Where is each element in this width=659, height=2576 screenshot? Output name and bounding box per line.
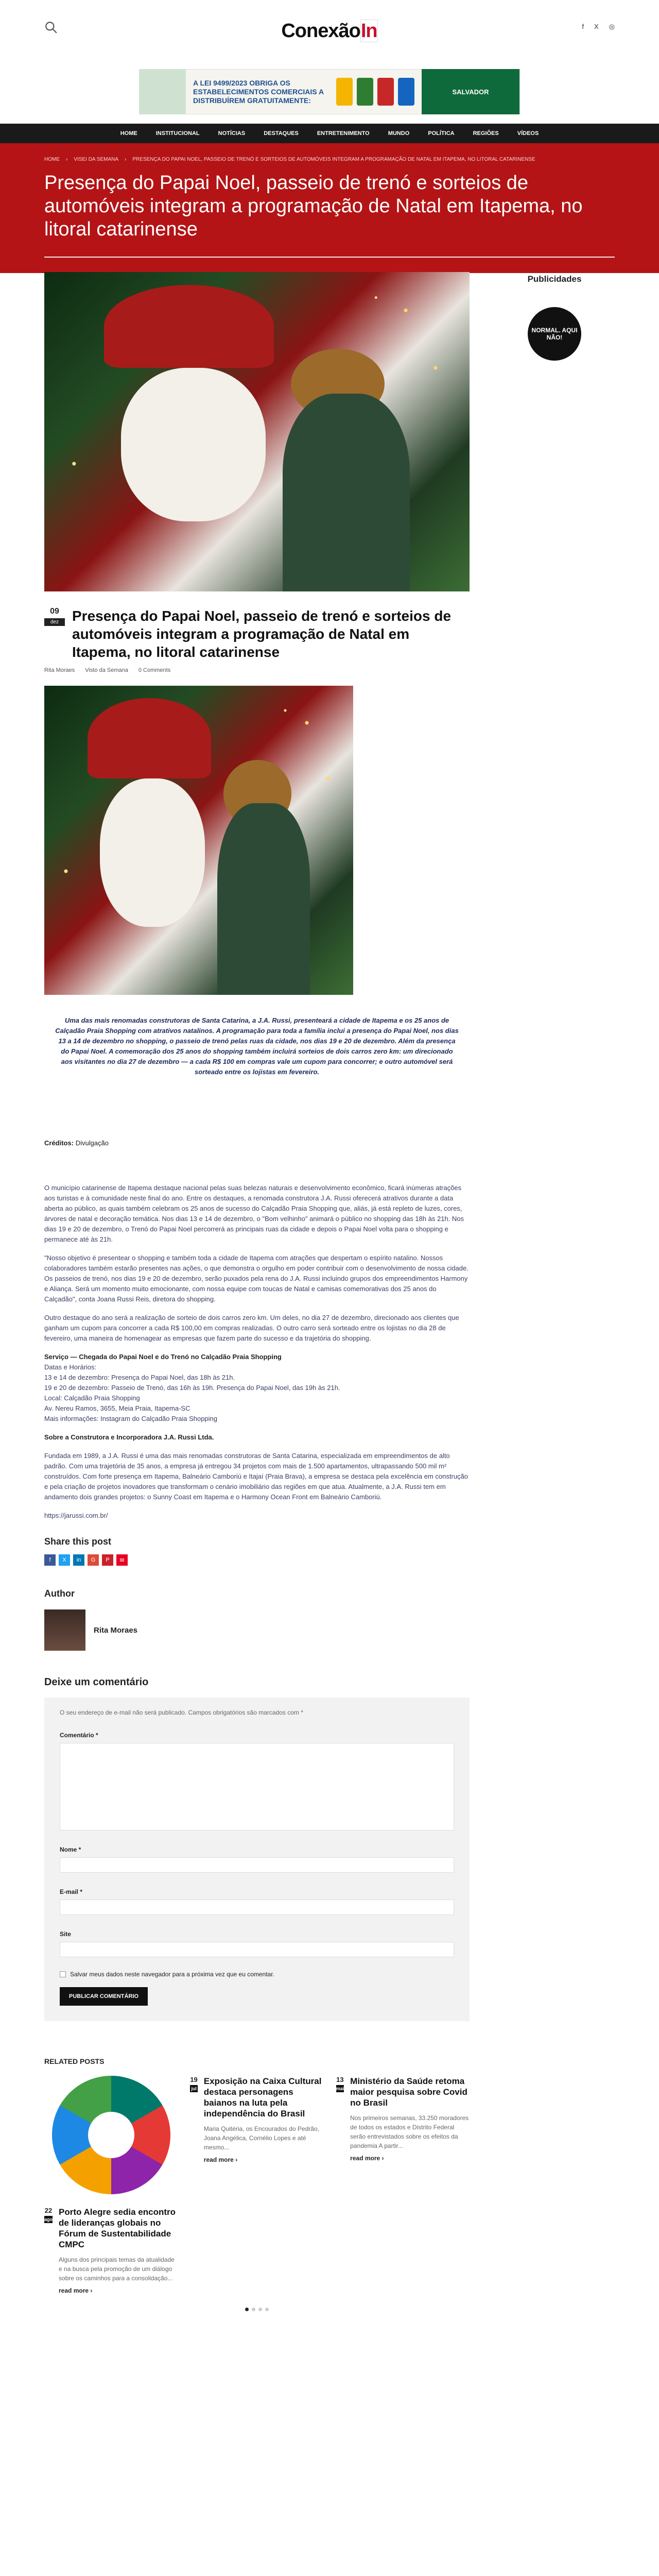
breadcrumb-home[interactable]: HOME (44, 157, 60, 162)
breadcrumb: HOME › VISEI DA SEMANA › PRESENÇA DO PAPAI NOEL, PASSEIO DE TRENÓ E SORTEIOS DE AUTOMÓVEIS INTEGRAM A PROGRAMAÇÃO DE NATAL EM ITAPEMA, NO LITORAL CATARINENSE (44, 157, 535, 162)
related-card[interactable]: 13 mai Ministério da Saúde retoma maior pesquisa sobre Covid no Brasil Nos primeiros semanas, 33.250 moradores de todos os estados e Distrito Federal serão entrevistados sobre os efeitos da pandemia A partir... read more › (336, 2076, 469, 2162)
related-card-title[interactable]: Porto Alegre sedia encontro de lideranças globais no Fórum de Sustentabilidade CMPC (59, 2207, 176, 2249)
nav-mundo[interactable]: MUNDO (388, 130, 410, 137)
event-line: Mais informações: Instagram do Calçadão Praia Shopping (44, 1415, 218, 1422)
sidebar (494, 272, 615, 361)
page-title: Presença do Papai Noel, passeio de trenó e sorteios de automóveis integram a programação de Natal em Itapema, no litoral catarinense (44, 172, 583, 240)
nav-institucional[interactable]: INSTITUCIONAL (155, 130, 200, 137)
sidebar-title: Publicidades (527, 274, 582, 284)
nav-noticias[interactable]: NOTÍCIAS (218, 130, 246, 137)
post-category[interactable]: Visto da Semana (85, 667, 128, 673)
related-card-title[interactable]: Exposição na Caixa Cultural destaca personagens baianos na luta pela independência do Brasil (203, 2076, 322, 2119)
nav-home[interactable]: HOME (120, 130, 137, 137)
sidebar-ad[interactable]: NORMAL. AQUI NÃO! (528, 307, 581, 361)
event-line: Av. Nereu Ramos, 3655, Meia Praia, Itapema-SC (44, 1404, 190, 1412)
header-social (582, 23, 615, 31)
share-email-icon[interactable]: ✉ (116, 1554, 128, 1566)
about-title: Sobre a Construtora e Incorporadora J.A. Russi Ltda. (44, 1433, 214, 1441)
image-credit: Créditos: Divulgação (44, 1139, 109, 1147)
share-linkedin-icon[interactable]: in (73, 1554, 84, 1566)
x-icon[interactable]: X (594, 23, 599, 30)
name-label: Nome * (60, 1846, 81, 1853)
nav-entretenimento[interactable]: ENTRETENIMENTO (317, 130, 370, 137)
event-line: Local: Calçadão Praia Shopping (44, 1394, 140, 1402)
search-icon[interactable] (44, 21, 58, 34)
nav-politica[interactable]: POLÍTICA (428, 130, 455, 137)
site-field[interactable] (60, 1942, 454, 1957)
related-card-excerpt: Maria Quitéria, os Encourados do Pedrão, Joana Angélica, Cornélio Lopes e até mesmo... (203, 2125, 319, 2151)
event-line: 13 e 14 de dezembro: Presença do Papai Noel, das 18h às 21h. (44, 1374, 235, 1381)
avatar (44, 1609, 85, 1651)
read-more-link[interactable]: read more › (59, 2287, 93, 2294)
comment-note: O seu endereço de e-mail não será publicado. Campos obrigatórios são marcados com * (60, 1709, 303, 1716)
share-section (44, 1536, 470, 1566)
breadcrumb-category[interactable]: VISEI DA SEMANA (74, 157, 119, 162)
email-label: E-mail * (60, 1888, 83, 1895)
related-image[interactable] (44, 2076, 178, 2194)
banner-text: A LEI 9499/2023 OBRIGA OS ESTABELECIMENTOS COMERCIAIS A DISTRIBUÍREM GRATUITAMENTE: (193, 78, 324, 105)
related-card-excerpt: Alguns dos principais temas da atualidade e na busca pela promoção de um diálogo sobre os caminhos para a consolidação... (59, 2256, 175, 2282)
instagram-icon[interactable]: ◎ (609, 23, 615, 30)
comment-textarea[interactable] (60, 1743, 454, 1831)
related-card-excerpt: Nos primeiros semanas, 33.250 moradores de todos os estados e Distrito Federal serão entrevistados sobre os efeitos da pandemia A partir... (350, 2114, 469, 2149)
event-title: Serviço — Chegada do Papai Noel e do Trenó no Calçadão Praia Shopping (44, 1353, 282, 1361)
post-title: Presença do Papai Noel, passeio de trenó e sorteios de automóveis integram a programação de Natal em Itapema, no litoral catarinense (72, 608, 452, 660)
hero (0, 143, 659, 273)
site-header (0, 0, 659, 62)
article-body (44, 1183, 470, 1521)
share-x-icon[interactable]: X (59, 1554, 70, 1566)
event-line: 19 e 20 de dezembro: Passeio de Trenó, das 16h às 19h. Presença do Papai Noel, das 19h às 21h. (44, 1384, 340, 1392)
site-label: Site (60, 1930, 72, 1938)
save-data-checkbox[interactable] (60, 1971, 66, 1977)
post-author[interactable]: Rita Moraes (44, 667, 75, 673)
ad-banner[interactable] (139, 69, 520, 114)
submit-comment-button[interactable]: PUBLICAR COMENTÁRIO (60, 1987, 148, 2006)
site-logo[interactable]: ConexãoIn (281, 20, 377, 42)
banner-bins (336, 78, 422, 106)
post-header (44, 607, 470, 661)
related-title: RELATED POSTS (44, 2057, 105, 2065)
author-heading: Author (44, 1588, 75, 1599)
paragraph: "Nosso objetivo é presentear o shopping e também toda a cidade de Itapema com atrações que despertam o espírito natalino. Nossos colaboradores também estarão presentes nas ações, o que demonstra o orgulho em poder contribuir com o desenvolvimento de nossa cidade. Os passeios de trenó, nos dias 19 e 20 de dezembro, serão puxados pela rena do J.A. Russi incluindo grupos dos empreendimentos Harmony e Aliança. Será um momento muito emocionante, com nossa equipe com toucas de Natal e camisas comemorativas dos 25 anos do Calçadão", conta Joana Russi Reis, diretora do shopping. (44, 1254, 469, 1303)
nav-destaques[interactable]: DESTAQUES (264, 130, 299, 137)
share-google-icon[interactable]: G (88, 1554, 99, 1566)
featured-image (44, 272, 470, 591)
read-more-link[interactable]: read more › (350, 2155, 384, 2162)
author-section (44, 1588, 470, 1651)
paragraph: O município catarinense de Itapema destaque nacional pelas suas belezas naturais e desenvolvimento econômico, ficará inúmeras atrações aos turistas e à comunidade neste final do ano. Entre os destaques, a renomada construtora J.A. Russi oferecerá atrativos durante a data aberta ao público, as quais também celebram os 25 anos de sucesso do Calçadão Praia Shopping que, aliás, já está repleto de luzes, cores, árvores de natal e decoração temática. Nos dias 13 e 14 de dezembro, o "Bom velhinho" animará o público no shopping das 18h às 21h. Nos dias 19 e 20 de dezembro, o Trenó do Papai Noel percorrerá as principais ruas da cidade e depois o Papai Noel volta para o shopping e permanece até às 21h. (44, 1184, 464, 1243)
comment-form (44, 1698, 470, 2021)
paragraph: Outro destaque do ano será a realização de sorteio de dois carros zero km. Um deles, no dia 27 de dezembro, direcionado aos clientes que ganham um cupom para concorrer a cada R$ 100,00 em compras realizadas. O outro carro será sorteado entre os lojistas no dia 28 de fevereiro, uma maneira de homenagear as empresas que fazem parte do sucesso e da trajetória do shopping. (44, 1314, 459, 1342)
related-card-title[interactable]: Ministério da Saúde retoma maior pesquisa sobre Covid no Brasil (350, 2076, 467, 2108)
related-posts (44, 2057, 470, 2311)
read-more-link[interactable]: read more › (203, 2156, 238, 2163)
related-card[interactable]: 22 ago Porto Alegre sedia encontro de lideranças globais no Fórum de Sustentabilidade CMPC Alguns dos principais temas da atualidade e na busca pela promoção de um diálogo sobre os caminhos para a consolidação... read more › (44, 2207, 178, 2294)
share-pinterest-icon[interactable]: P (102, 1554, 113, 1566)
external-link[interactable]: https://jarussi.com.br/ (44, 1512, 108, 1519)
image-caption: Uma das mais renomadas construtoras de Santa Catarina, a J.A. Russi, presenteará a cidade de Itapema e os 25 anos de Calçadão Praia Shopping com atrativos natalinos. A programação para toda a família inclui a presença do Papai Noel, nos dias 13 a 14 de dezembro no shopping, o passeio de trenó pelas ruas da cidade, nos dias 19 e 20 de dezembro. Além da presença do Papai Noel. A comemoração dos 25 anos do shopping também incluirá sorteios de dois carros zero km: um direcionado aos visitantes no dia 27 de dezembro — a cada R$ 100 em compras vale um cupom para concorrer; e outro automóvel será sorteado entre os lojistas em fevereiro. (55, 1016, 459, 1076)
facebook-icon[interactable]: f (582, 23, 584, 30)
breadcrumb-current: PRESENÇA DO PAPAI NOEL, PASSEIO DE TRENÓ E SORTEIOS DE AUTOMÓVEIS INTEGRAM A PROGRAMAÇÃO DE NATAL EM ITAPEMA, NO LITORAL CATARINENSE (132, 157, 535, 162)
share-title: Share this post (44, 1536, 112, 1547)
nav-regioes[interactable]: REGIÕES (473, 130, 499, 137)
main-nav (0, 124, 659, 143)
banner-illustration (140, 69, 186, 114)
hero-divider (44, 257, 615, 258)
share-facebook-icon[interactable]: f (44, 1554, 56, 1566)
carousel-dots (44, 2308, 470, 2311)
article (44, 272, 470, 2311)
post-comments-count[interactable]: 0 Comments (138, 667, 171, 673)
event-line: Datas e Horários: (44, 1363, 97, 1371)
comment-heading: Deixe um comentário (44, 1676, 149, 1688)
email-field[interactable] (60, 1900, 454, 1915)
post-meta (44, 667, 470, 673)
name-field[interactable] (60, 1857, 454, 1873)
post-date: 09 dez (44, 607, 65, 661)
nav-videos[interactable]: VÍDEOS (517, 130, 539, 137)
article-image (44, 686, 353, 995)
banner-city: SALVADOR (422, 69, 519, 114)
related-card[interactable]: 19 jul Exposição na Caixa Cultural destaca personagens baianos na luta pela independência do Brasil Maria Quitéria, os Encourados do Pedrão, Joana Angélica, Cornélio Lopes e até mesmo... read more › (190, 2076, 323, 2194)
author-name[interactable]: Rita Moraes (94, 1625, 138, 1635)
comment-label: Comentário * (60, 1732, 98, 1739)
about-text: Fundada em 1989, a J.A. Russi é uma das mais renomadas construtoras de Santa Catarina, especializada em empreendimentos de alto padrão. Com uma trajetória de 35 anos, a empresa já entregou 34 projetos com mais de 1.500 apartamentos, ultrapassando 500 mil m² construídos. Com forte presença em Itapema, Balneário Camboriú e Itajaí (Praia Brava), a empresa se destaca pela excelência em construção e pela criação de projetos inovadores que transformam o cenário imobiliário das regiões em que atua. Atualmente, a J.A. Russi tem em andamento dois grandes projetos: o Sunny Coast em Itapema e o Harmony Ocean Front em Balneário Camboriú. (44, 1452, 469, 1501)
save-data-label: Salvar meus dados neste navegador para a próxima vez que eu comentar. (70, 1971, 274, 1978)
